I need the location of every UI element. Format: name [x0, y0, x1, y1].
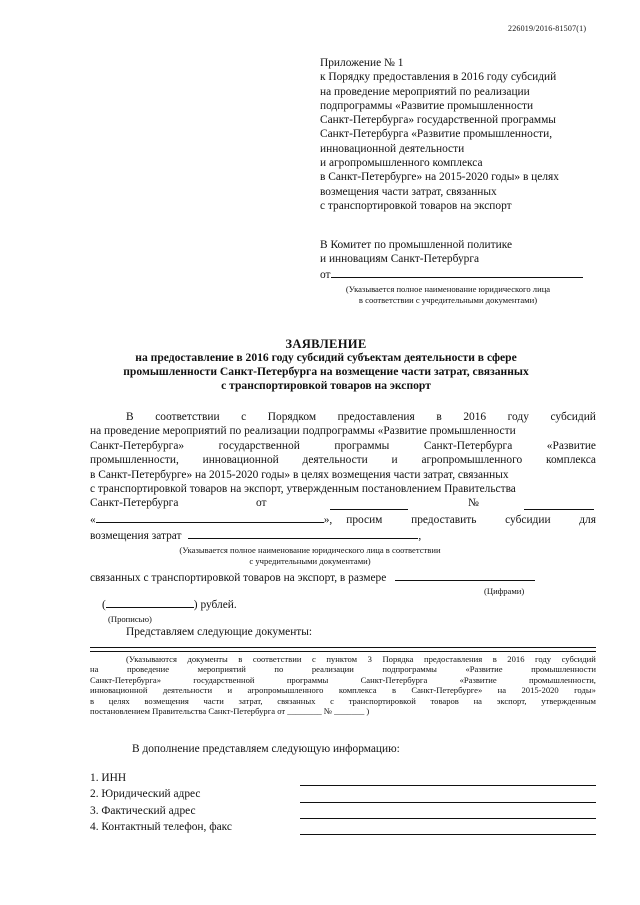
word: и: [391, 454, 398, 467]
word: на: [497, 685, 507, 696]
info-label: 2. Юридический адрес: [90, 788, 201, 801]
docs-hint-line-5: [90, 696, 596, 706]
appendix-line: подпрограммы «Развитие промышленности: [320, 99, 534, 112]
word: для: [579, 514, 596, 526]
documents-intro: Представляем следующие документы:: [126, 626, 313, 638]
word: комплекса: [338, 685, 377, 696]
appendix-line: с транспортировкой товаров на экспорт: [320, 199, 512, 212]
info-row: [90, 819, 596, 835]
info-value-field[interactable]: [300, 807, 596, 819]
body-line-4: [90, 453, 596, 467]
body-line-9-text: возмещения затрат: [90, 530, 182, 542]
word: программы: [286, 674, 329, 685]
word: «Развитие: [546, 439, 596, 452]
word: с: [311, 654, 316, 664]
word: агропромышленного: [421, 454, 523, 467]
word: возмещения: [144, 695, 189, 706]
appendix-block: [320, 56, 620, 213]
appendix-line: инновационной деятельности: [320, 142, 465, 155]
word: целях: [108, 695, 130, 706]
expense-purpose-field[interactable]: [188, 529, 418, 539]
document-number: 226019/2016-81507(1): [508, 24, 587, 33]
word: документы: [187, 654, 228, 664]
application-paragraph: [90, 410, 596, 496]
body-line-11: [102, 598, 237, 611]
company-name-field[interactable]: [96, 513, 324, 523]
documents-field-line-2[interactable]: [90, 651, 596, 652]
word: в: [238, 654, 243, 664]
company-hint: [140, 545, 480, 567]
word: годы»: [574, 685, 596, 696]
recipient-line-2: и инновациям Санкт-Петербурга: [320, 253, 480, 266]
word: и: [227, 685, 233, 696]
appendix-line: в Санкт-Петербурге» на 2015-2020 годы» в целях: [320, 171, 559, 184]
company-hint-line-2: с учредительными документами): [249, 556, 371, 566]
decree-date-field[interactable]: [330, 499, 408, 510]
word: предоставить: [411, 514, 477, 526]
recipient-block: [320, 238, 620, 282]
recipient-from-label: от: [320, 268, 331, 281]
word: государственной: [218, 439, 300, 452]
word: 2016: [463, 411, 487, 423]
word: части: [203, 695, 224, 706]
word: Санкт-Петербурга»: [90, 674, 161, 685]
recipient-from-row: [320, 267, 620, 282]
word: программы: [334, 439, 390, 452]
body-line-6: с транспортировкой товаров на экспорт, утвержденным постановлением Правительства: [90, 483, 516, 496]
word: Порядка: [382, 654, 414, 664]
title-heading: ЗАЯВЛЕНИЕ: [285, 337, 367, 351]
body-line-7-from: от: [256, 497, 267, 509]
body-line-10: [90, 571, 535, 584]
word: мероприятий: [197, 664, 246, 675]
info-label: 1. ИНН: [90, 772, 127, 784]
docs-hint-line-6: постановлением Правительства Санкт-Петербурга от ________ № _______ ): [90, 706, 370, 717]
word: Санкт-Петербурга»: [90, 439, 185, 452]
appendix-line: на проведение мероприятий по реализации: [320, 85, 530, 98]
word: соответствии: [155, 411, 220, 423]
info-row: [90, 786, 596, 802]
documents-hint: [90, 654, 596, 716]
info-row: [90, 770, 596, 786]
docs-hint-line-1: [90, 654, 596, 664]
word: предоставления: [424, 654, 483, 664]
docs-hint-line-4: [90, 685, 596, 695]
document-title: [80, 337, 572, 393]
body-line-3: [90, 439, 596, 453]
body-line-8-words: [346, 514, 596, 526]
word: товаров: [430, 695, 459, 706]
word: промышленности,: [90, 454, 179, 467]
recipient-hint-line-2: в соответствии с учредительными документами): [358, 295, 538, 305]
recipient-line-1: В Комитет по промышленной политике: [320, 239, 513, 251]
word: на: [90, 664, 99, 675]
info-list: [90, 770, 596, 835]
body-line-9: [90, 529, 421, 542]
company-hint-line-1: (Указывается полное наименование юридического лица в соответствии: [179, 545, 441, 555]
info-row: [90, 803, 596, 819]
docs-hint-line-3: [90, 675, 596, 685]
word: проведение: [126, 664, 170, 675]
appendix-line: возмещения части затрат, связанных: [320, 185, 497, 198]
body-line-7-no: №: [468, 497, 479, 509]
body-line-9-end: ,: [418, 530, 422, 542]
words-hint: (Прописью): [108, 614, 152, 624]
rubles-label: ) рублей.: [193, 599, 237, 611]
word: на: [473, 695, 482, 706]
word: в: [436, 411, 442, 423]
title-line-2: промышленности Санкт-Петербурга на возмещение части затрат, связанных: [123, 365, 529, 378]
word: комплекса: [545, 454, 596, 467]
info-value-field[interactable]: [300, 774, 596, 786]
word: в: [90, 695, 95, 706]
recipient-name-field[interactable]: [331, 267, 583, 278]
word: экспорт,: [496, 695, 527, 706]
word: 2015-2020: [521, 685, 559, 696]
word: утвержденным: [541, 695, 596, 706]
word: субсидий: [561, 654, 596, 664]
word: промышленности: [531, 664, 596, 675]
appendix-line: Санкт-Петербурга «Развитие промышленности,: [320, 128, 553, 141]
word: 3: [367, 654, 372, 664]
body-line-10-text: связанных с транспортировкой товаров на экспорт, в размере: [90, 572, 387, 584]
word: (Указываются: [126, 654, 177, 664]
info-label: 3. Фактический адрес: [90, 804, 196, 817]
recipient-hint: [324, 284, 572, 306]
word: «Развитие: [465, 664, 503, 675]
word: Санкт-Петербурга: [423, 439, 513, 452]
info-intro: В дополнение представляем следующую информацию:: [132, 743, 400, 755]
body-line-8: [90, 513, 596, 526]
word: деятельности: [162, 685, 213, 696]
word: агропромышленного: [247, 685, 324, 696]
word: В: [126, 411, 134, 423]
word: субсидий: [550, 411, 596, 423]
title-line-1: на предоставление в 2016 году субсидий субъектам деятельности в сфере: [135, 351, 517, 364]
appendix-line: Приложение № 1: [320, 57, 404, 69]
word: связанных: [277, 695, 316, 706]
word: инновационной: [90, 685, 148, 696]
word: соответствии: [252, 654, 302, 664]
body-line-2: на проведение мероприятий по реализации подпрограммы «Развитие промышленности: [90, 425, 516, 438]
word: подпрограммы: [382, 664, 437, 675]
word: в: [492, 654, 497, 664]
body-line-1: [90, 410, 596, 424]
word: инновационной: [202, 454, 279, 467]
appendix-line: и агропромышленного комплекса: [320, 157, 483, 170]
decree-number-field[interactable]: [524, 499, 594, 510]
word: Санкт-Петербурга: [360, 674, 428, 685]
body-line-5: в Санкт-Петербурге» на 2015-2020 годы» в целях возмещения части затрат, связанных: [90, 468, 509, 481]
word: 2016: [507, 654, 525, 664]
word: с: [241, 411, 247, 423]
word: субсидии: [505, 514, 551, 526]
word: году: [535, 654, 552, 664]
amount-digits-field[interactable]: [395, 571, 535, 581]
info-value-field[interactable]: [300, 823, 596, 835]
word: пунктом: [326, 654, 358, 664]
word: промышленности,: [528, 674, 596, 685]
word: «Развитие: [459, 674, 497, 685]
word: деятельности: [302, 454, 368, 467]
appendix-line: Санкт-Петербурга» государственной программы: [320, 114, 556, 127]
info-label: 4. Контактный телефон, факс: [90, 820, 232, 833]
quote-close: »,: [323, 514, 333, 526]
word: предоставления: [337, 411, 415, 423]
word: Порядком: [267, 411, 317, 423]
title-line-3: с транспортировкой товаров на экспорт: [221, 379, 431, 392]
word: реализации: [311, 664, 354, 675]
word: транспортировкой: [348, 695, 416, 706]
amount-words-field[interactable]: [106, 598, 194, 608]
word: по: [274, 664, 284, 675]
word: затрат,: [238, 695, 263, 706]
documents-field-line-1[interactable]: [90, 647, 596, 648]
body-line-7-city: Санкт-Петербурга: [90, 497, 179, 509]
word: году: [507, 411, 529, 423]
word: просим: [346, 514, 383, 526]
docs-hint-line-2: [90, 664, 596, 674]
paren-open: (: [102, 599, 106, 611]
digits-hint: (Цифрами): [484, 586, 525, 596]
word: в: [391, 685, 396, 696]
word: государственной: [193, 674, 255, 685]
word: Санкт-Петербурге»: [411, 685, 483, 696]
appendix-line: к Порядку предоставления в 2016 году субсидий: [320, 71, 557, 84]
word: с: [330, 695, 334, 706]
recipient-hint-line-1: (Указывается полное наименование юридического лица: [345, 284, 551, 294]
info-value-field[interactable]: [300, 791, 596, 803]
quote-open: «: [90, 514, 96, 526]
